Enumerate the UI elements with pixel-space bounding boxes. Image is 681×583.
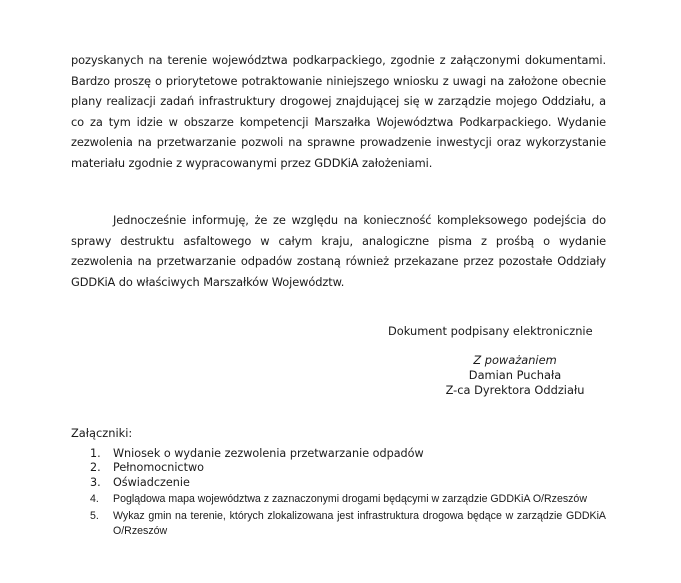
- attachment-item: [90, 509, 606, 539]
- attachment-number: 3.: [90, 475, 101, 489]
- attachments-list: [90, 447, 606, 539]
- attachment-item: [90, 461, 606, 475]
- attachment-number: 5.: [90, 510, 99, 523]
- attachment-number: 1.: [90, 447, 101, 460]
- attachment-item: [90, 447, 606, 461]
- attachment-text: Wniosek o wydanie zezwolenia przetwarzanie odpadów: [113, 447, 424, 460]
- attachment-number: 4.: [90, 493, 99, 506]
- attachment-text: Wykaz gmin na terenie, których zlokalizowana jest infrastruktura drogowa będące w zarządzie GDDKiA O/Rzeszów: [113, 510, 606, 538]
- attachment-text: Pełnomocnictwo: [113, 461, 204, 475]
- attachment-text: Oświadczenie: [113, 475, 190, 489]
- signature-block: [395, 353, 635, 398]
- attachment-item: [90, 476, 606, 490]
- attachment-item: [90, 492, 606, 507]
- signature-greeting: Z poważaniem: [473, 353, 557, 367]
- signatory-name: Damian Puchała: [468, 368, 562, 382]
- attachments-title: Załączniki:: [71, 426, 133, 440]
- signed-electronically-note: Dokument podpisany elektronicznie: [388, 324, 593, 338]
- body-paragraph-1: pozyskanych na terenie województwa podkarpackiego, zgodnie z załączonymi dokumentami. Bardzo proszę o priorytetowe potraktowanie niniejszego wniosku z uwagi na założone obecnie plany realizacji zadań infrastruktury drogowej znajdującej się w zarządzie mojego Oddziału, a co za tym idzie w obszarze kompetencji Marszałka Województwa Podkarpackiego. Wydanie zezwolenia na przetwarzanie pozwoli na sprawne prowadzenie inwestycji oraz wykorzystanie materiału zgodnie z wypracowanymi przez GDDKiA założeniami.: [71, 53, 606, 170]
- signatory-position: Z-ca Dyrektora Oddziału: [445, 383, 585, 397]
- attachment-text: Poglądowa mapa województwa z zaznaczonymi drogami będącymi w zarządzie GDDKiA O/Rzeszów: [113, 493, 587, 506]
- body-paragraph-2: Jednocześnie informuję, że ze względu na konieczność kompleksowego podejścia do sprawy destruktu asfaltowego w całym kraju, analogiczne pisma z prośbą o wydanie zezwolenia na przetwarzanie odpadów zostaną również przekazane przez pozostałe Oddziały GDDKiA do właściwych Marszałków Województw.: [71, 213, 606, 289]
- attachment-number: 2.: [90, 461, 101, 475]
